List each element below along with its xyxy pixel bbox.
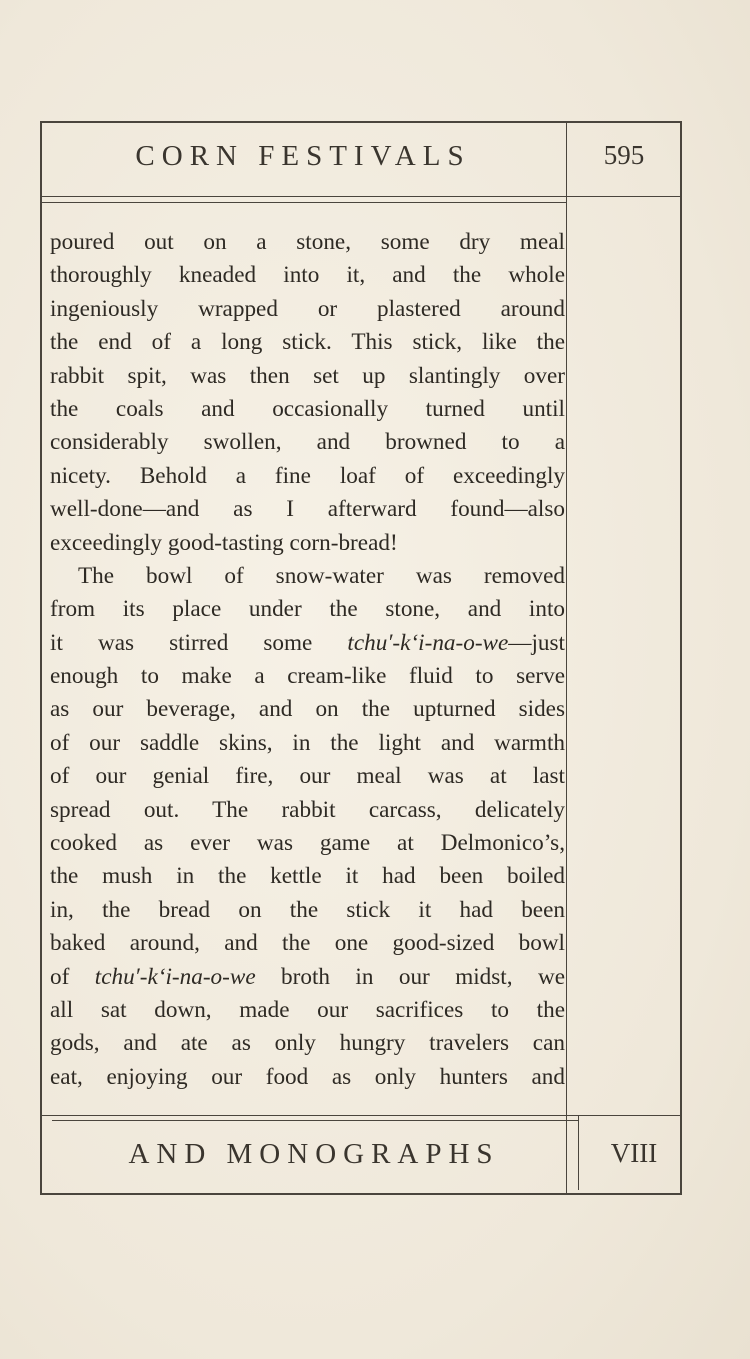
text-line: the end of a long stick. This stick, like the: [50, 329, 565, 356]
running-foot-title: AND MONOGRAPHS: [128, 1138, 500, 1170]
text-line: well-done—and as I afterward found—also: [50, 496, 565, 523]
text-line: rabbit spit, was then set up slantingly over: [50, 362, 565, 389]
zuni-term-italic: tchu′-k‘i-na-o-we: [94, 963, 256, 990]
page-number: 595: [603, 140, 645, 170]
text-line: [50, 961, 565, 994]
text-line: poured out on a stone, some dry meal: [50, 229, 565, 255]
text-segment: it was stirred some: [50, 629, 348, 656]
text-line: cooked as ever was game at Delmonico’s,: [50, 830, 565, 857]
text-line: spread out. The rabbit carcass, delicately: [50, 796, 565, 823]
text-line: ingeniously wrapped or plastered around: [50, 295, 565, 322]
text-segment: of: [50, 963, 95, 990]
header-rule-thin: [42, 202, 566, 203]
text-line: exceedingly good-tasting corn-bread!: [50, 529, 398, 556]
text-line: in, the bread on the stick it had been: [50, 896, 565, 923]
footer-rule: [42, 1115, 682, 1116]
text-line: of our saddle skins, in the light and warmth: [50, 729, 565, 756]
running-head-title: CORN FESTIVALS: [135, 140, 471, 172]
text-line: from its place under the stone, and into: [50, 596, 565, 623]
text-segment: —just: [508, 629, 565, 656]
volume-number: VIII: [610, 1138, 658, 1168]
text-line: eat, enjoying our food as only hunters and: [50, 1063, 565, 1090]
text-line: baked around, and the one good-sized bowl: [50, 930, 565, 957]
header-rule: [42, 196, 680, 197]
header-divider: [566, 121, 567, 1195]
text-line: the coals and occasionally turned until: [50, 395, 565, 422]
text-line: nicety. Behold a fine loaf of exceedingly: [50, 462, 565, 489]
footer-rule-thin: [52, 1120, 578, 1121]
text-line: as our beverage, and on the upturned sides: [50, 696, 565, 723]
text-line: of our genial fire, our meal was at last: [50, 763, 565, 790]
text-line: all sat down, made our sacrifices to the: [50, 996, 565, 1023]
text-segment: broth in our midst, we: [255, 963, 565, 990]
text-line: [50, 627, 565, 660]
zuni-term-italic: tchu′-k‘i-na-o-we: [347, 629, 509, 656]
text-line: enough to make a cream-like fluid to serve: [50, 663, 565, 690]
text-line: thoroughly kneaded into it, and the whole: [50, 262, 565, 289]
text-line: gods, and ate as only hungry travelers can: [50, 1030, 565, 1057]
body-text: [50, 226, 565, 1094]
text-line: the mush in the kettle it had been boiled: [50, 863, 565, 890]
text-line: considerably swollen, and browned to a: [50, 429, 565, 456]
text-line: The bowl of snow-water was removed: [78, 562, 565, 589]
